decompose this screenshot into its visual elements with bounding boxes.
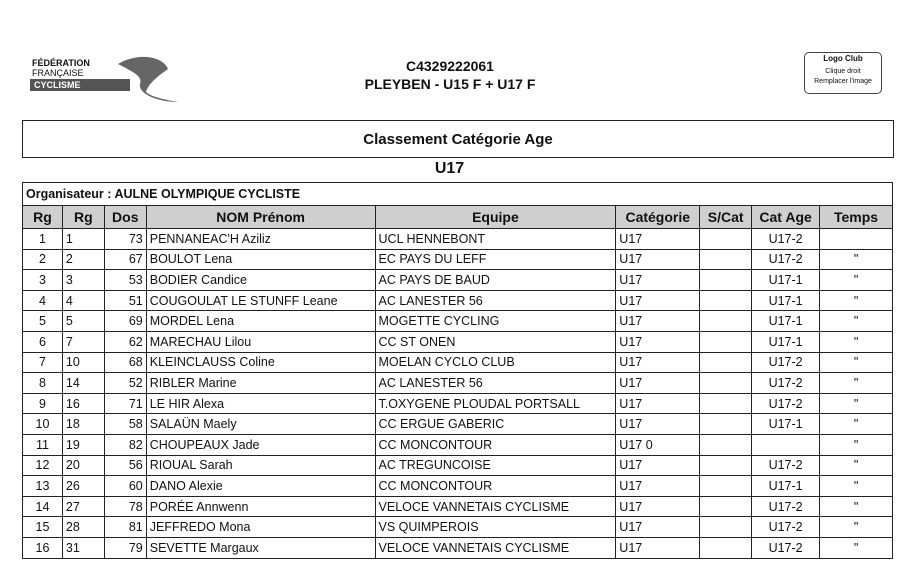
cell-age-category: U17-2 (752, 496, 820, 517)
cell-rank-overall: 5 (62, 311, 104, 332)
cell-rank-overall: 20 (62, 455, 104, 476)
cell-rank: 12 (23, 455, 63, 476)
cell-bib: 52 (104, 373, 146, 394)
cell-team: AC LANESTER 56 (375, 373, 616, 394)
cell-name: BOULOT Lena (146, 249, 375, 270)
col-subcategory: S/Cat (700, 206, 752, 229)
cell-subcategory (700, 229, 752, 250)
col-rank: Rg (23, 206, 63, 229)
cell-rank-overall: 31 (62, 537, 104, 558)
cell-team: AC LANESTER 56 (375, 290, 616, 311)
cell-time: " (820, 537, 893, 558)
cell-rank: 9 (23, 393, 63, 414)
cell-rank-overall: 18 (62, 414, 104, 435)
cell-age-category: U17-2 (752, 455, 820, 476)
cell-age-category: U17-2 (752, 249, 820, 270)
table-row (23, 229, 893, 250)
cell-name: CHOUPEAUX Jade (146, 434, 375, 455)
cell-category: U17 (616, 311, 700, 332)
col-time: Temps (820, 206, 893, 229)
cell-subcategory (700, 331, 752, 352)
table-row (23, 373, 893, 394)
cell-time: " (820, 352, 893, 373)
race-code: C4329222061 (406, 58, 494, 74)
cell-name: RIBLER Marine (146, 373, 375, 394)
cell-age-category: U17-2 (752, 373, 820, 394)
cell-time: " (820, 517, 893, 538)
table-row (23, 393, 893, 414)
cell-bib: 73 (104, 229, 146, 250)
organizer: Organisateur : AULNE OLYMPIQUE CYCLISTE (23, 183, 893, 206)
cell-team: VELOCE VANNETAIS CYCLISME (375, 537, 616, 558)
cell-subcategory (700, 373, 752, 394)
cell-rank: 15 (23, 517, 63, 538)
cell-bib: 53 (104, 270, 146, 291)
table-header (23, 206, 893, 229)
cell-bib: 81 (104, 517, 146, 538)
cell-team: MOELAN CYCLO CLUB (375, 352, 616, 373)
page-title: Classement Catégorie Age (22, 120, 894, 158)
cell-time: " (820, 270, 893, 291)
cell-rank: 10 (23, 414, 63, 435)
table-row (23, 414, 893, 435)
cell-name: COUGOULAT LE STUNFF Leane (146, 290, 375, 311)
cell-category: U17 (616, 229, 700, 250)
cell-rank: 2 (23, 249, 63, 270)
cell-age-category: U17-2 (752, 537, 820, 558)
cell-rank-overall: 27 (62, 496, 104, 517)
cell-team: CC MONCONTOUR (375, 434, 616, 455)
table-row (23, 537, 893, 558)
cell-rank-overall: 16 (62, 393, 104, 414)
cell-time: " (820, 496, 893, 517)
cell-rank: 4 (23, 290, 63, 311)
cell-bib: 56 (104, 455, 146, 476)
cell-rank-overall: 28 (62, 517, 104, 538)
cyclist-swoosh-icon (108, 54, 183, 104)
cell-bib: 62 (104, 331, 146, 352)
cell-rank-overall: 7 (62, 331, 104, 352)
cell-name: DANO Alexie (146, 476, 375, 497)
cell-age-category: U17-2 (752, 393, 820, 414)
cell-category: U17 (616, 517, 700, 538)
col-rank-overall: Rg (62, 206, 104, 229)
cell-subcategory (700, 537, 752, 558)
cell-team: CC ST ONEN (375, 331, 616, 352)
col-team: Equipe (375, 206, 616, 229)
table-row (23, 352, 893, 373)
cell-category: U17 (616, 352, 700, 373)
cell-category: U17 (616, 290, 700, 311)
cell-category: U17 (616, 455, 700, 476)
cell-category: U17 (616, 496, 700, 517)
logo-line-3: CYCLISME (30, 79, 130, 91)
cell-name: KLEINCLAUSS Coline (146, 352, 375, 373)
cell-rank-overall: 26 (62, 476, 104, 497)
logo-line-1: FÉDÉRATION (32, 58, 90, 68)
cell-time: " (820, 476, 893, 497)
cell-subcategory (700, 393, 752, 414)
logo-line-2: FRANÇAISE (32, 68, 84, 78)
cell-team: AC PAYS DE BAUD (375, 270, 616, 291)
col-bib: Dos (104, 206, 146, 229)
cell-name: MARECHAU Lilou (146, 331, 375, 352)
cell-rank-overall: 10 (62, 352, 104, 373)
cell-subcategory (700, 476, 752, 497)
table-row (23, 476, 893, 497)
cell-name: PORÉE Annwenn (146, 496, 375, 517)
category-heading: U17 (434, 160, 465, 177)
cell-team: UCL HENNEBONT (375, 229, 616, 250)
club-logo-placeholder[interactable] (804, 52, 882, 94)
cell-age-category: U17-2 (752, 517, 820, 538)
cell-rank: 11 (23, 434, 63, 455)
cell-category: U17 (616, 373, 700, 394)
cell-bib: 58 (104, 414, 146, 435)
cell-subcategory (700, 434, 752, 455)
cell-name: MORDEL Lena (146, 311, 375, 332)
table-row (23, 270, 893, 291)
cell-bib: 78 (104, 496, 146, 517)
cell-team: AC TREGUNCOISE (375, 455, 616, 476)
table-row (23, 496, 893, 517)
col-category: Catégorie (616, 206, 700, 229)
cell-subcategory (700, 455, 752, 476)
cell-age-category: U17-2 (752, 352, 820, 373)
cell-subcategory (700, 352, 752, 373)
cell-subcategory (700, 270, 752, 291)
cell-rank-overall: 19 (62, 434, 104, 455)
cell-team: VELOCE VANNETAIS CYCLISME (375, 496, 616, 517)
cell-team: CC MONCONTOUR (375, 476, 616, 497)
club-logo-hint-2: Remplacer l'image (814, 78, 872, 85)
cell-subcategory (700, 496, 752, 517)
cell-name: PENNANEAC'H Aziliz (146, 229, 375, 250)
table-row (23, 331, 893, 352)
cell-bib: 82 (104, 434, 146, 455)
cell-time (820, 229, 893, 250)
cell-bib: 60 (104, 476, 146, 497)
cell-category: U17 (616, 270, 700, 291)
cell-age-category: U17-1 (752, 414, 820, 435)
ffc-logo (28, 56, 183, 102)
cell-age-category: U17-1 (752, 311, 820, 332)
cell-team: MOGETTE CYCLING (375, 311, 616, 332)
cell-name: LE HIR Alexa (146, 393, 375, 414)
cell-bib: 79 (104, 537, 146, 558)
cell-subcategory (700, 290, 752, 311)
cell-age-category: U17-1 (752, 290, 820, 311)
cell-category: U17 (616, 331, 700, 352)
cell-name: RIOUAL Sarah (146, 455, 375, 476)
cell-team: VS QUIMPEROIS (375, 517, 616, 538)
table-row (23, 290, 893, 311)
cell-age-category: U17-2 (752, 229, 820, 250)
cell-time: " (820, 249, 893, 270)
club-logo-hint: Clique droit (825, 68, 861, 75)
cell-subcategory (700, 414, 752, 435)
cell-bib: 68 (104, 352, 146, 373)
col-name: NOM Prénom (146, 206, 375, 229)
table-row (23, 434, 893, 455)
col-age-category: Cat Age (752, 206, 820, 229)
results-table (22, 182, 893, 559)
cell-team: CC ERGUE GABERIC (375, 414, 616, 435)
cell-name: BODIER Candice (146, 270, 375, 291)
cell-age-category: U17-1 (752, 476, 820, 497)
table-row (23, 311, 893, 332)
cell-rank: 3 (23, 270, 63, 291)
cell-rank: 13 (23, 476, 63, 497)
cell-bib: 71 (104, 393, 146, 414)
cell-time: " (820, 393, 893, 414)
cell-rank: 7 (23, 352, 63, 373)
cell-rank-overall: 3 (62, 270, 104, 291)
cell-rank: 1 (23, 229, 63, 250)
cell-subcategory (700, 517, 752, 538)
cell-rank: 6 (23, 331, 63, 352)
cell-rank-overall: 2 (62, 249, 104, 270)
cell-category: U17 (616, 393, 700, 414)
cell-rank-overall: 14 (62, 373, 104, 394)
cell-age-category (752, 434, 820, 455)
cell-age-category: U17-1 (752, 331, 820, 352)
cell-category: U17 (616, 476, 700, 497)
cell-rank: 8 (23, 373, 63, 394)
table-row (23, 455, 893, 476)
cell-time: " (820, 434, 893, 455)
cell-name: JEFFREDO Mona (146, 517, 375, 538)
race-title: PLEYBEN - U15 F + U17 F (364, 76, 536, 92)
cell-category: U17 0 (616, 434, 700, 455)
cell-time: " (820, 331, 893, 352)
cell-team: T.OXYGENE PLOUDAL PORTSALL (375, 393, 616, 414)
cell-rank-overall: 4 (62, 290, 104, 311)
cell-time: " (820, 373, 893, 394)
cell-time: " (820, 290, 893, 311)
club-logo-label: Logo Club (823, 54, 863, 63)
cell-age-category: U17-1 (752, 270, 820, 291)
cell-subcategory (700, 311, 752, 332)
cell-bib: 51 (104, 290, 146, 311)
cell-rank: 14 (23, 496, 63, 517)
table-row (23, 517, 893, 538)
cell-category: U17 (616, 537, 700, 558)
cell-bib: 67 (104, 249, 146, 270)
cell-subcategory (700, 249, 752, 270)
cell-category: U17 (616, 414, 700, 435)
cell-team: EC PAYS DU LEFF (375, 249, 616, 270)
cell-rank-overall: 1 (62, 229, 104, 250)
cell-rank: 16 (23, 537, 63, 558)
table-row (23, 249, 893, 270)
cell-bib: 69 (104, 311, 146, 332)
cell-time: " (820, 414, 893, 435)
cell-name: SEVETTE Margaux (146, 537, 375, 558)
cell-rank: 5 (23, 311, 63, 332)
cell-time: " (820, 311, 893, 332)
cell-name: SALAÜN Maely (146, 414, 375, 435)
cell-time: " (820, 455, 893, 476)
cell-category: U17 (616, 249, 700, 270)
